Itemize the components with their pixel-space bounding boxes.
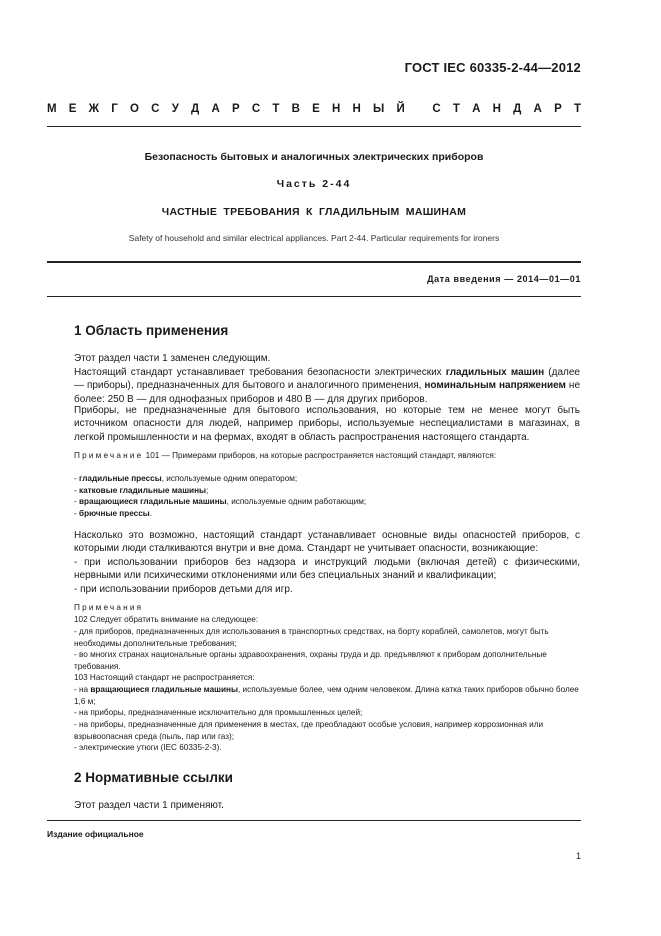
interstate-letter: Т <box>452 103 460 115</box>
interstate-letter: Т <box>272 103 280 115</box>
interstate-letter: С <box>432 103 441 115</box>
note-102-item-2: - во многих странах национальные органы здравоохранения, охраны труда и др. предъявляют к приборам дополнительные требования. <box>74 650 547 671</box>
list-item: - гладильные прессы, используемые одним оператором; <box>74 474 298 483</box>
interstate-letter: Н <box>352 103 361 115</box>
section-2-heading: 2 Нормативные ссылки <box>74 770 233 785</box>
interstate-letter: Е <box>68 103 77 115</box>
interstate-letter: М <box>47 103 57 115</box>
document-title: Безопасность бытовых и аналогичных электрических приборов <box>144 151 484 163</box>
interstate-letter: В <box>291 103 300 115</box>
standard-code: ГОСТ IEC 60335-2-44—2012 <box>404 60 581 75</box>
note-101-list <box>74 473 366 519</box>
section-1-heading: 1 Область применения <box>74 323 229 338</box>
section-1-non-household-paragraph: Приборы, не предназначенные для бытового использования, но которые тем не менее могут быть источником опасности для людей, например приборы, используемые неспециалистами в магазинах, в легкой промышленности и на фермах, входят в область распространения настоящего стандарта. <box>74 405 580 443</box>
hazard-item-2: - при использовании приборов детьми для игр. <box>74 584 293 595</box>
note-103-item-2: - на приборы, предназначенные исключительно для промышленных целей; <box>74 708 363 717</box>
note-103-item-4: - электрические утюги (IEC 60335-2-3). <box>74 743 222 752</box>
interstate-letter: Ы <box>373 103 385 115</box>
interstate-letter: Р <box>554 103 562 115</box>
official-edition-label: Издание официальное <box>47 829 144 839</box>
note-103: 103 Настоящий стандарт не распространяется: <box>74 673 255 682</box>
title-divider <box>47 261 581 263</box>
interstate-letter: Т <box>573 103 581 115</box>
introduction-date: Дата введения — 2014—01—01 <box>427 274 581 284</box>
interstate-letter: Д <box>513 103 522 115</box>
interstate-letter: А <box>533 103 542 115</box>
section-1-scope-paragraph: Настоящий стандарт устанавливает требования безопасности электрических гладильных машин (далее — приборы), предназначенных для бытового и аналогичного применения, номинальным напряжением не более: 250 В — для однофазных приборов и 480 В — для других приборов. <box>74 367 581 405</box>
interstate-letter: А <box>472 103 481 115</box>
page-number: 1 <box>575 851 581 861</box>
interstate-letter: Н <box>492 103 501 115</box>
interstate-letter: Е <box>312 103 320 115</box>
section-2-text: Этот раздел части 1 применяют. <box>74 800 224 811</box>
interstate-letter: У <box>171 103 179 115</box>
notes-label: Примечания <box>74 603 144 612</box>
document-part: Часть 2-44 <box>276 178 352 190</box>
note-103-item-1: - на вращающиеся гладильные машины, используемые более, чем одним человеком. Длина катка таких приборов обычно более 1,6 м; <box>74 685 579 706</box>
section-1-intro: Этот раздел части 1 заменен следующим. <box>74 353 271 364</box>
interstate-letter: Д <box>191 103 200 115</box>
interstate-letter <box>417 103 420 115</box>
interstate-standard-heading <box>47 103 581 115</box>
interstate-letter: А <box>211 103 220 115</box>
interstate-letter: С <box>151 103 160 115</box>
list-item: - вращающиеся гладильные машины, используемые одним работающим; <box>74 497 367 507</box>
interstate-letter: Н <box>331 103 341 115</box>
interstate-letter: С <box>251 103 261 115</box>
interstate-letter: Г <box>111 103 118 115</box>
date-divider <box>47 296 581 297</box>
hazard-item-1: - при использовании приборов без надзора и инструкций людьми (включая детей) с физическими, нервными или психическими отклонениями или без специальных знаний и квалификации; <box>74 557 580 582</box>
document-subtitle: ЧАСТНЫЕ ТРЕБОВАНИЯ К ГЛАДИЛЬНЫМ МАШИНАМ <box>161 206 467 218</box>
list-item: - катковые гладильные машины; <box>74 485 209 495</box>
footer-divider <box>47 820 581 821</box>
top-divider <box>47 126 581 127</box>
list-item: - брючные прессы. <box>74 508 153 518</box>
note-102-item-1: - для приборов, предназначенных для использования в транспортных средствах, на борту кораблей, самолетов, могут быть необходимы дополнительные требования; <box>74 627 549 648</box>
english-title: Safety of household and similar electrical appliances. Part 2-44. Particular requirements for ironers <box>128 233 500 243</box>
section-1-hazards-paragraph: Насколько это возможно, настоящий стандарт устанавливает основные виды опасностей приборов, с которыми люди сталкиваются внутри и вне дома. Стандарт не учитывает опасности, возникающие: <box>74 530 580 555</box>
note-101: Примечание 101 — Примерами приборов, на которые распространяется настоящий стандарт, являются: <box>74 451 497 460</box>
interstate-letter: Й <box>396 103 405 115</box>
interstate-letter: О <box>130 103 139 115</box>
interstate-letter: Р <box>231 103 240 115</box>
note-102: 102 Следует обратить внимание на следующее: <box>74 615 259 624</box>
note-103-item-3: - на приборы, предназначенные для применения в местах, где преобладают особые условия, например коррозионная или взрывоопасная среда (пыль, пар или газ); <box>74 720 544 741</box>
interstate-letter: Ж <box>88 103 100 115</box>
